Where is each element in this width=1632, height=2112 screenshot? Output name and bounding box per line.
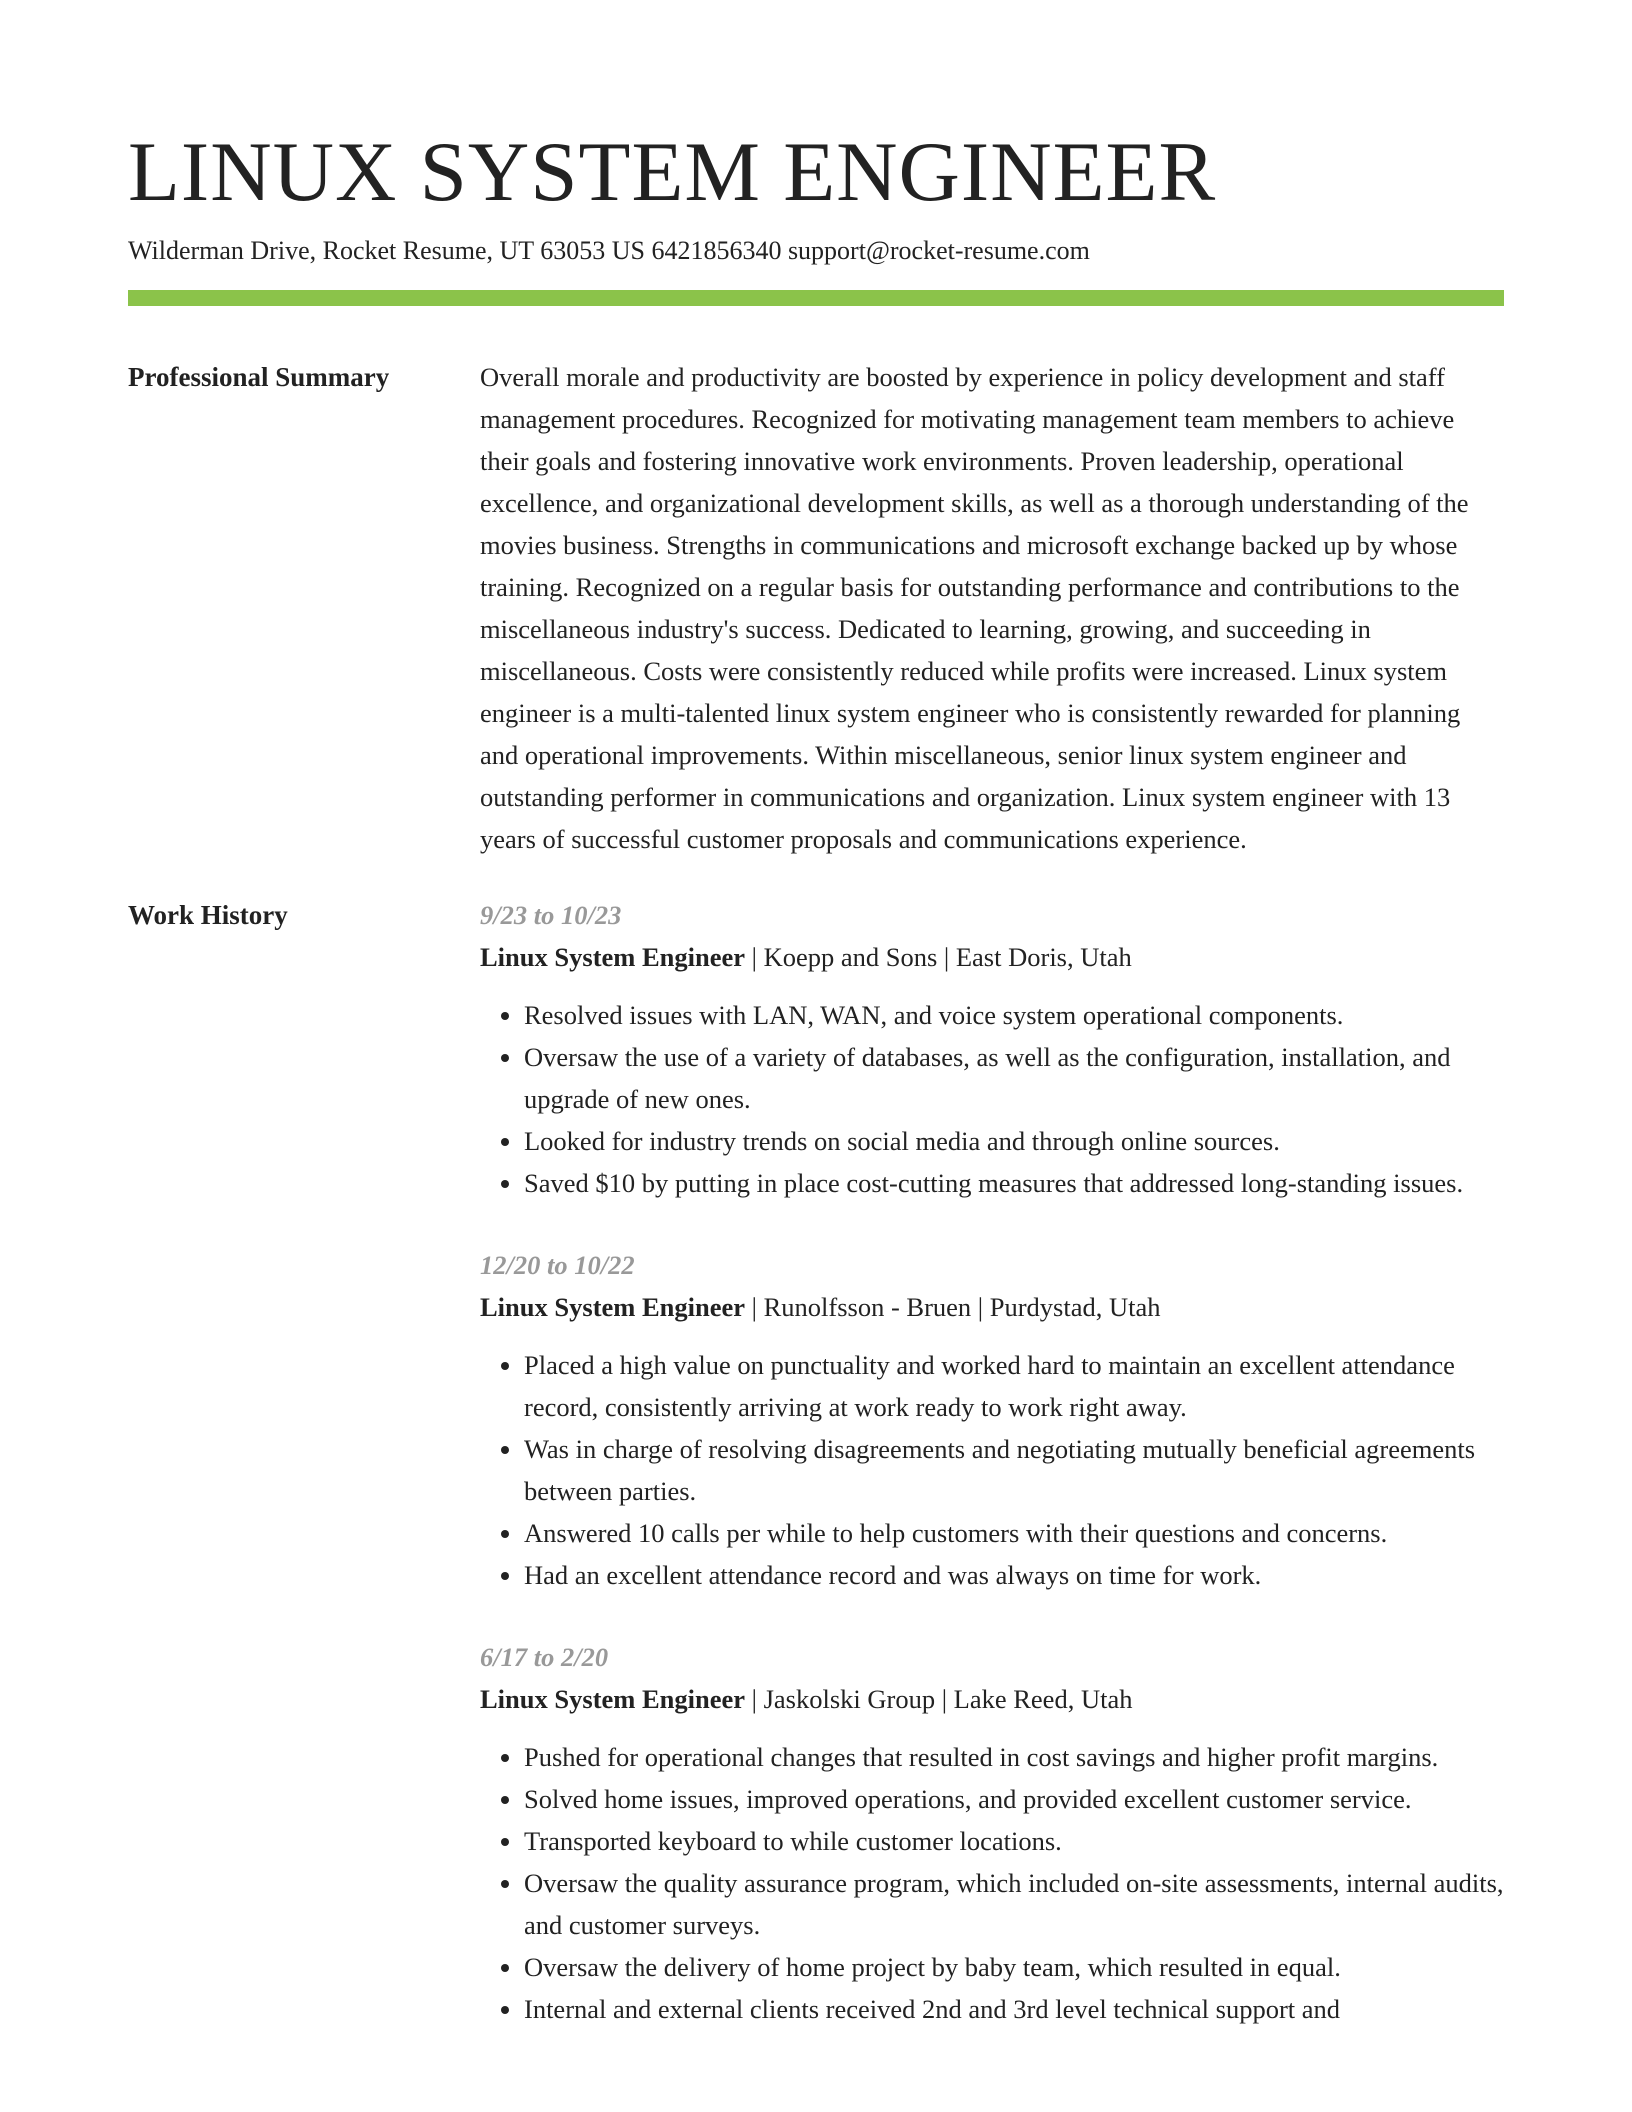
job-entry xyxy=(480,1636,1504,2030)
job-bullet: • Oversaw the use of a variety of databases, as well as the configuration, installation, and upgrade of new ones. xyxy=(524,1036,1504,1120)
job-bullet: • Answered 10 calls per while to help customers with their questions and concerns. xyxy=(524,1512,1504,1554)
work-history-body xyxy=(480,894,1504,2070)
resume-title: LINUX SYSTEM ENGINEER xyxy=(128,125,1217,219)
job-bullets xyxy=(480,994,1504,1204)
job-details: | Jaskolski Group | Lake Reed, Utah xyxy=(745,1684,1133,1714)
job-bullet: • Pushed for operational changes that resulted in cost savings and higher profit margins. xyxy=(524,1736,1504,1778)
job-bullet: • Transported keyboard to while customer locations. xyxy=(524,1820,1504,1862)
job-heading xyxy=(480,936,1504,978)
job-title: Linux System Engineer xyxy=(480,1684,746,1714)
job-bullet: • Had an excellent attendance record and was always on time for work. xyxy=(524,1554,1504,1596)
job-bullet: • Resolved issues with LAN, WAN, and voice system operational components. xyxy=(524,994,1504,1036)
job-dates: 6/17 to 2/20 xyxy=(480,1642,609,1672)
job-dates: 12/20 to 10/22 xyxy=(480,1250,635,1280)
summary-body xyxy=(480,356,1504,860)
job-bullet: • Solved home issues, improved operations, and provided excellent customer service. xyxy=(524,1778,1504,1820)
job-title: Linux System Engineer xyxy=(480,1292,746,1322)
job-heading xyxy=(480,1286,1504,1328)
summary-section xyxy=(128,356,1504,860)
job-entry xyxy=(480,1244,1504,1596)
resume-page xyxy=(128,0,1504,2070)
contact-line: Wilderman Drive, Rocket Resume, UT 63053 US 6421856340 support@rocket-resume.com xyxy=(128,236,1090,265)
job-details: | Koepp and Sons | East Doris, Utah xyxy=(745,942,1132,972)
job-bullet: • Saved $10 by putting in place cost-cutting measures that addressed long-standing issues. xyxy=(524,1162,1504,1204)
accent-divider xyxy=(128,290,1504,306)
job-dates: 9/23 to 10/23 xyxy=(480,900,622,930)
work-history-section xyxy=(128,894,1504,2070)
job-title: Linux System Engineer xyxy=(480,942,746,972)
job-details: | Runolfsson - Bruen | Purdystad, Utah xyxy=(745,1292,1161,1322)
job-bullet: • Oversaw the delivery of home project by baby team, which resulted in equal. xyxy=(524,1946,1504,1988)
job-bullet: • Internal and external clients received 2nd and 3rd level technical support and xyxy=(524,1988,1504,2030)
job-entry xyxy=(480,894,1504,1204)
section-label-summary: Professional Summary xyxy=(128,362,390,392)
job-bullet: • Placed a high value on punctuality and worked hard to maintain an excellent attendance record, consistently arriving at work ready to work right away. xyxy=(524,1344,1504,1428)
summary-text: Overall morale and productivity are boosted by experience in policy development and staff management procedures. Recognized for motivating management team members to achieve their goals and fostering innovative work environments. Proven leadership, operational excellence, and organizational development skills, as well as a thorough understanding of the movies business. Strengths in communications and microsoft exchange backed up by whose training. Recognized on a regular basis for outstanding performance and contributions to the miscellaneous industry's success. Dedicated to learning, growing, and succeeding in miscellaneous. Costs were consistently reduced while profits were increased. Linux system engineer is a multi-talented linux system engineer who is consistently rewarded for planning and operational improvements. Within miscellaneous, senior linux system engineer and outstanding performer in communications and organization. Linux system engineer with 13 years of successful customer proposals and communications experience. xyxy=(480,362,1469,854)
job-bullets xyxy=(480,1736,1504,2030)
job-bullets xyxy=(480,1344,1504,1596)
job-bullet: • Looked for industry trends on social media and through online sources. xyxy=(524,1120,1504,1162)
job-heading xyxy=(480,1678,1504,1720)
job-bullet: • Oversaw the quality assurance program, which included on-site assessments, internal audits, and customer surveys. xyxy=(524,1862,1504,1946)
section-label-work-history: Work History xyxy=(128,900,288,930)
job-bullet: • Was in charge of resolving disagreements and negotiating mutually beneficial agreements between parties. xyxy=(524,1428,1504,1512)
